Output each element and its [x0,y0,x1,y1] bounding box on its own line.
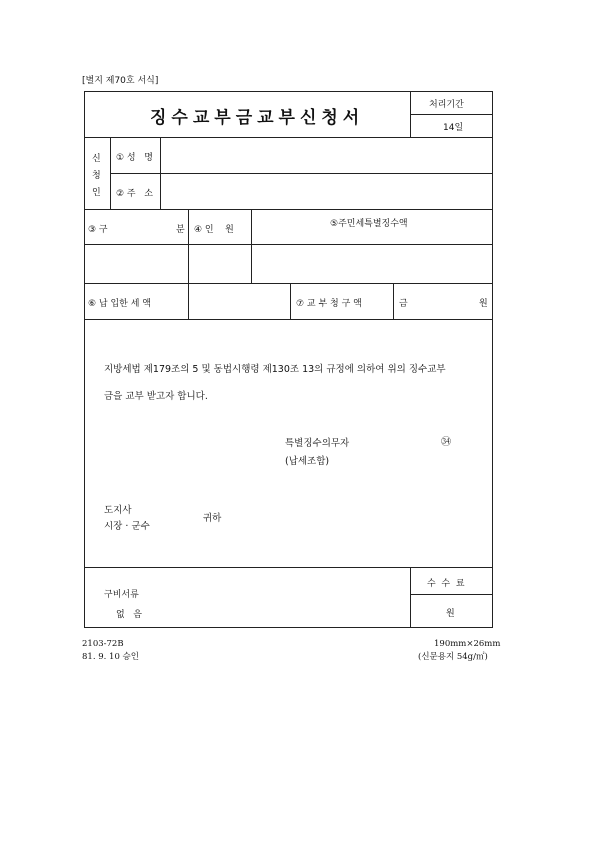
divider [84,567,492,568]
persons-field[interactable] [189,245,250,282]
refund-request-label: ⑦ 교 부 청 구 액 [296,299,362,309]
recipient-line: 시장 · 군수 [104,521,150,532]
attached-docs-label: 구비서류 [104,590,139,600]
footer-paper: (신문용지 54g/㎡) [418,652,488,662]
divider [410,567,411,627]
form-number: [별지 제70호 서식] [82,76,159,86]
honorific: 귀하 [203,513,222,524]
fee-unit: 원 [446,609,455,619]
statement-line: 지방세법 제179조의 5 및 동법시행령 제130조 13의 규정에 의하여 위의 징수교부 [104,364,446,375]
processing-period-label: 처리기간 [429,100,464,110]
divider [393,283,394,319]
amount-prefix: 금 [399,299,408,309]
divider [410,594,492,595]
form-title: 징수교부금교부신청서 [150,108,365,128]
union-label: (납세조합) [285,456,330,467]
amount-unit: 원 [479,299,488,309]
persons-label: ④ 인 원 [194,225,234,235]
divider [290,283,291,319]
name-label: ① 성 명 [116,153,153,163]
category-label: ③ 구 [88,225,108,235]
footer-date: 81. 9. 10 승인 [82,652,139,662]
paid-tax-field[interactable] [189,284,289,318]
name-field[interactable] [161,138,491,172]
resident-tax-label: ⑤주민세특별징수액 [330,219,408,229]
address-field[interactable] [161,174,491,208]
applicant-char: 신 [92,154,101,164]
address-label: ② 주 소 [116,189,153,199]
divider [84,209,492,210]
border-bottom [84,627,492,628]
resident-tax-field[interactable] [252,245,491,282]
divider [84,319,492,320]
processing-period-value: 14일 [443,123,464,133]
withholder-label: 특별징수의무자 [285,438,350,449]
footer-size: 190mm×26mm [434,639,501,649]
paid-tax-label: ⑥ 납 입한 세 액 [88,299,151,309]
applicant-char: 청 [92,171,101,181]
border-top [84,91,492,92]
recipient-line: 도지사 [104,505,132,516]
attached-docs-value: 없 음 [116,610,142,620]
footer-code: 2103-72B [82,639,124,649]
border-left [84,91,85,628]
applicant-char: 인 [92,188,101,198]
seal-icon: ㉞ [441,437,451,448]
statement-line: 금을 교부 받고자 합니다. [104,391,208,402]
category-label-suffix: 분 [176,225,185,235]
fee-label: 수 수 료 [427,579,465,589]
divider [410,114,492,115]
category-field[interactable] [85,245,187,282]
border-right [492,91,493,628]
